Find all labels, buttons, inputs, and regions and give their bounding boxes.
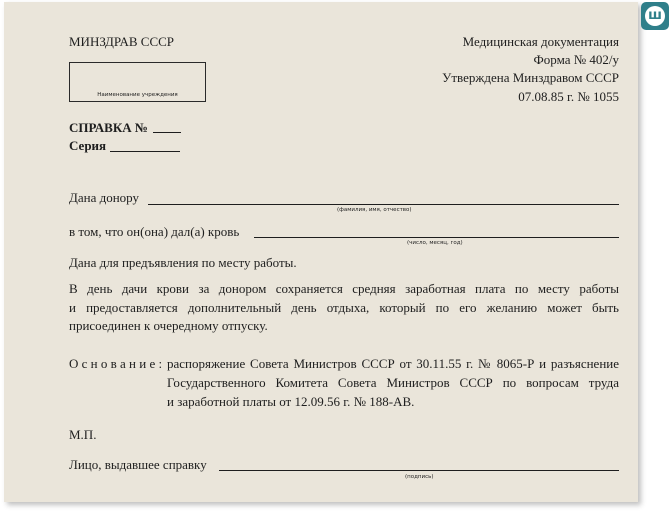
logo-glyph: ш <box>645 6 665 26</box>
institution-box <box>69 62 206 102</box>
stamp-label: М.П. <box>69 427 97 442</box>
donor-label: Дана донору <box>69 190 140 205</box>
certificate-title: СПРАВКА № <box>69 120 148 135</box>
certificate-number-line <box>153 132 181 133</box>
blood-date-line <box>254 237 619 238</box>
medical-documentation-label: Медицинская документация <box>462 34 619 49</box>
basis-line-2: Государственного Комитета Совета Министров СССР по вопросам труда <box>167 375 619 390</box>
institution-caption: Наименование учреждения <box>97 92 178 98</box>
signature-line <box>219 470 619 471</box>
form-number: Форма № 402/у <box>533 52 619 67</box>
donor-caption: (фамилия, имя, отчество) <box>337 207 412 213</box>
signature-label: Лицо, выдавшее справку <box>69 457 207 472</box>
approval-date: 07.08.85 г. № 1055 <box>518 89 619 104</box>
signature-caption: (подпись) <box>405 474 434 480</box>
donor-name-line <box>148 204 619 205</box>
basis-label: О с н о в а н и е : <box>69 356 163 371</box>
ministry-label: МИНЗДРАВ СССР <box>69 34 175 49</box>
site-logo[interactable] <box>641 2 669 30</box>
body-line-2: и предоставляется дополнительный день отдыха, который по его желанию может быть <box>69 300 619 315</box>
basis-line-3: и заработной платы от 12.09.56 г. № 188-АВ. <box>167 394 415 409</box>
body-line-1: В день дачи крови за донором сохраняется средняя заработная плата по месту работы <box>69 281 619 296</box>
basis-line-1: распоряжение Совета Министров СССР от 30.11.55 г. № 8065-Р и разъяснение <box>167 356 619 371</box>
blood-label: в том, что он(она) дал(а) кровь <box>69 224 240 239</box>
approval-label: Утверждена Минздравом СССР <box>442 70 619 85</box>
series-line <box>110 151 180 152</box>
body-line-3: присоединен к очередному отпуску. <box>69 318 268 333</box>
series-label: Серия <box>69 138 107 153</box>
purpose-text: Дана для предъявления по месту работы. <box>69 255 297 270</box>
blood-caption: (число, месяц, год) <box>407 240 463 246</box>
